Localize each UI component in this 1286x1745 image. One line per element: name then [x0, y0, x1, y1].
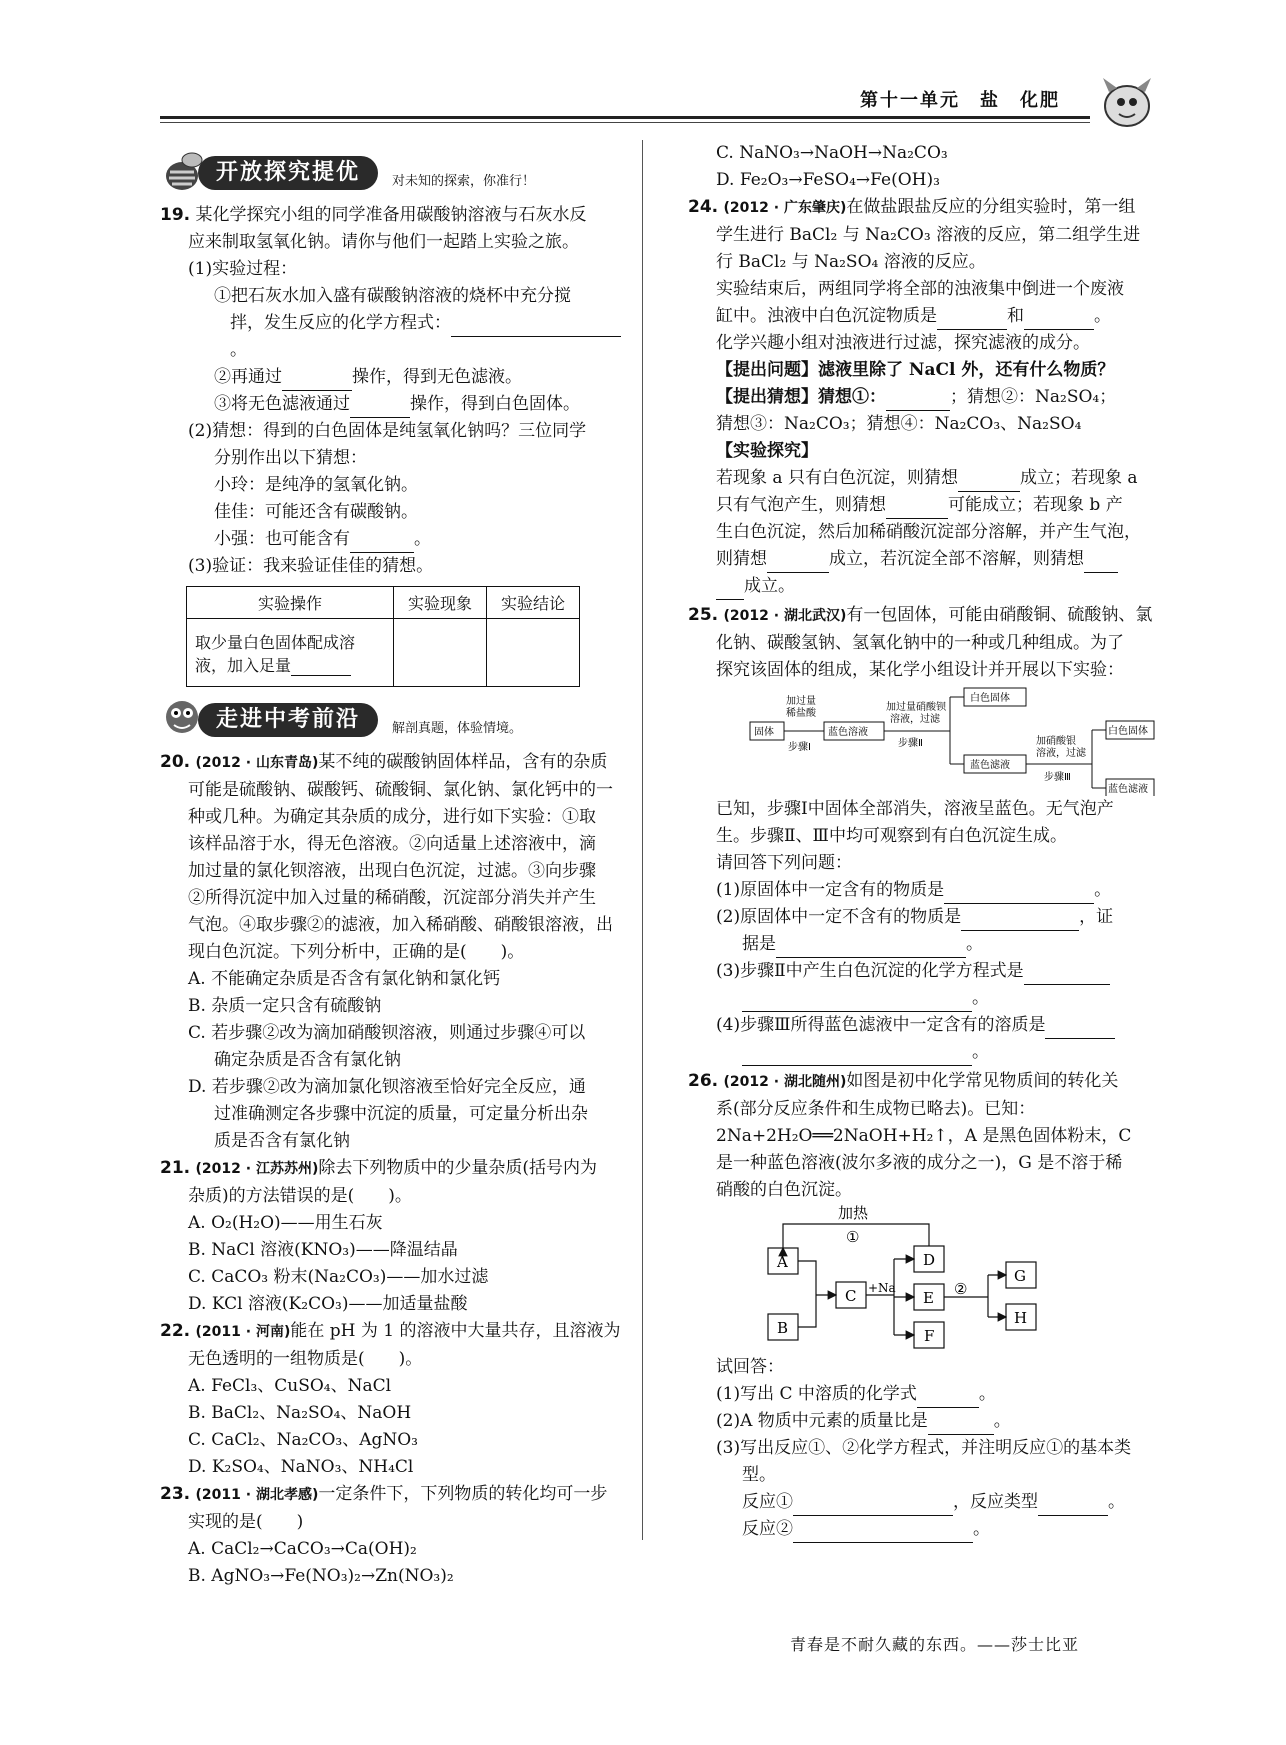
step-3-text: ③将无色滤液通过 [214, 394, 350, 414]
question-source: (2011 · 河南) [195, 1324, 291, 1340]
option-c[interactable]: C. 若步骤②改为滴加硝酸钡溶液，则通过步骤④可以 [188, 1023, 586, 1043]
flow-step-1: 步骤Ⅰ [788, 742, 811, 753]
option-d-cont: 过准确测定各步骤中沉淀的质量，可定量分析出杂 [214, 1104, 588, 1124]
flow-blue-filtrate-1: 蓝色滤液 [970, 760, 1010, 771]
sub-question-3: (3)步骤Ⅱ中产生白色沉淀的化学方程式是 [716, 961, 1024, 981]
sub-question-2: (2)原固体中一定不含有的物质是 [716, 907, 962, 927]
flow-reagent-2: 加过量硝酸钡 [886, 702, 946, 713]
period: 。 [1108, 1492, 1125, 1512]
stem-text: 杂质)的方法错误的是( )。 [188, 1186, 412, 1206]
table-cell[interactable] [394, 619, 487, 687]
section-banner-exam-frontier [160, 693, 630, 745]
label-reaction-1: ① [846, 1228, 860, 1246]
question-number: 19. [160, 205, 191, 225]
node-d: D [923, 1251, 936, 1269]
mascot-icon [1095, 72, 1157, 134]
node-f: F [924, 1327, 935, 1345]
answer-blank[interactable] [793, 1497, 953, 1516]
node-c: C [845, 1287, 857, 1305]
right-column [688, 140, 1158, 1543]
table-cell [187, 619, 394, 687]
flow-white-solid-2: 白色固体 [1108, 726, 1148, 737]
unit-title: 第十一单元 盐 化肥 [860, 90, 1060, 111]
answer-blank[interactable] [1084, 554, 1118, 573]
node-b: B [777, 1319, 789, 1337]
footer-quote: 青春是不耐久藏的东西。——莎士比亚 [790, 1635, 1080, 1654]
question-25 [688, 602, 1158, 1066]
step-2-text: ②再通过 [214, 367, 282, 387]
stem-text: 生。步骤Ⅱ、Ⅲ中均可观察到有白色沉淀生成。 [716, 826, 1067, 846]
stem-text: 成立，若沉淀全部不溶解，则猜想 [829, 549, 1084, 569]
stem-text: 实现的是( ) [188, 1512, 304, 1532]
stem-text: 能在 pH 为 1 的溶液中大量共存，且溶液为 [290, 1321, 621, 1341]
stem-text: 气泡。④取步骤②的滤液，加入稀硝酸、硝酸银溶液，出 [188, 915, 613, 935]
table-header: 实验现象 [394, 587, 487, 619]
option-b[interactable]: B. NaCl 溶液(KNO₃)——降温结晶 [188, 1240, 458, 1260]
node-a: A [777, 1253, 788, 1271]
stem-text: 某不纯的碳酸钠固体样品，含有的杂质 [318, 752, 608, 772]
step-1-text: 拌，发生反应的化学方程式： [230, 313, 451, 333]
answer-blank[interactable] [958, 473, 1020, 492]
stem-text: 和 [1007, 306, 1024, 326]
banner-tagline: 解剖真题，体验情境。 [392, 721, 523, 736]
option-a[interactable]: A. CaCl₂→CaCO₃→Ca(OH)₂ [188, 1539, 417, 1559]
stem-text: 成立。 [744, 576, 795, 596]
stem-text: ②所得沉淀中加入过量的稀硝酸，沉淀部分消失并产生 [188, 888, 596, 908]
question-number: 25. [688, 605, 719, 625]
flow-reagent-3: 加硝酸银 [1036, 736, 1076, 747]
node-e: E [923, 1289, 934, 1307]
answer-blank[interactable] [350, 534, 414, 553]
period: 。 [1094, 306, 1111, 326]
label-plus-na: +Na [868, 1281, 896, 1295]
answer-blank[interactable] [1045, 1020, 1115, 1039]
flow-blue-solution: 蓝色溶液 [828, 727, 868, 738]
table-header: 实验操作 [187, 587, 394, 619]
sub-question-4: (4)步骤Ⅲ所得蓝色滤液中一定含有的溶质是 [716, 1015, 1046, 1035]
question-source: (2012 · 山东青岛) [195, 755, 319, 771]
period: 。 [993, 1411, 1011, 1431]
question-21 [160, 1155, 630, 1318]
label-reaction-2: ② [954, 1280, 968, 1298]
stem-text: 试回答： [716, 1357, 784, 1377]
stem-text: 若现象 a 只有白色沉淀，则猜想 [716, 468, 958, 488]
stem-text: 某化学探究小组的同学准备用碳酸钠溶液与石灰水反 [195, 205, 587, 225]
option-d[interactable]: D. Fe₂O₃→FeSO₄→Fe(OH)₃ [716, 170, 940, 190]
flow-reagent-2b: 溶液，过滤 [890, 714, 940, 725]
period: 。 [230, 340, 247, 360]
stem-text: 应来制取氢氧化钠。请你与他们一起踏上实验之旅。 [188, 232, 579, 252]
flow-step-2: 步骤Ⅱ [898, 738, 923, 749]
question-26 [688, 1068, 1158, 1543]
stem-text: 【实验探究】 [716, 441, 818, 461]
question-24 [688, 194, 1158, 600]
stem-text: 是一种蓝色溶液(波尔多液的成分之一)，G 是不溶于稀 [716, 1153, 1123, 1173]
option-b[interactable]: B. BaCl₂、Na₂SO₄、NaOH [188, 1403, 412, 1423]
flow-white-solid-1: 白色固体 [970, 693, 1010, 704]
stem-text: 系(部分反应条件和生成物已略去)。已知： [716, 1099, 1036, 1119]
conversion-diagram [688, 1204, 1158, 1354]
part-1-label: (1)实验过程： [188, 259, 298, 279]
answer-blank[interactable] [961, 912, 1079, 931]
answer-blank[interactable] [451, 318, 621, 337]
question-source: (2011 · 湖北孝感) [195, 1487, 319, 1503]
sub-question-2: (2)A 物质中元素的质量比是 [716, 1411, 928, 1431]
flow-reagent-3b: 溶液，过滤 [1036, 748, 1086, 759]
stem-text: 则猜想 [716, 549, 767, 569]
guess-text: 佳佳：可能还含有碳酸钠。 [214, 502, 418, 522]
cell-text: 取少量白色固体配成溶 [195, 632, 356, 652]
period: 。 [978, 1384, 996, 1404]
reaction-type-label: ，反应类型 [953, 1492, 1038, 1512]
answer-blank[interactable] [1038, 1497, 1108, 1516]
stem-text: 学生进行 BaCl₂ 与 Na₂CO₃ 溶液的反应，第二组学生进 [716, 225, 1141, 245]
answer-blank[interactable] [716, 581, 744, 600]
option-c[interactable]: C. CaCO₃ 粉末(Na₂CO₃)——加水过滤 [188, 1267, 489, 1287]
stem-text: 缸中。浊液中白色沉淀物质是 [716, 306, 937, 326]
header-rule [160, 116, 1090, 119]
table-cell[interactable] [487, 619, 580, 687]
answer-blank[interactable] [1024, 311, 1094, 330]
question-number: 26. [688, 1071, 719, 1091]
stem-text: 该样品溶于水，得无色溶液。②向适量上述溶液中，滴 [188, 834, 596, 854]
reaction-2-label: 反应② [742, 1519, 793, 1539]
answer-blank[interactable] [944, 885, 1094, 904]
stem-text: 据是 [742, 934, 776, 954]
answer-blank[interactable] [291, 657, 351, 676]
stem-text: 硝酸的白色沉淀。 [716, 1180, 852, 1200]
stem-text: 现白色沉淀。下列分析中，正确的是( )。 [188, 942, 525, 962]
sub-question-3: (3)写出反应①、②化学方程式，并注明反应①的基本类 [716, 1438, 1132, 1458]
left-column [160, 140, 630, 1590]
table-header: 实验结论 [487, 587, 580, 619]
stem-text: 化钠、碳酸氢钠、氢氧化钠中的一种或几种组成。为了 [716, 633, 1124, 653]
flow-blue-filtrate-2: 蓝色滤液 [1108, 784, 1148, 795]
stem-text: 加过量的氯化钡溶液，出现白色沉淀，过滤。③向步骤 [188, 861, 596, 881]
stem-text: 一定条件下，下列物质的转化均可一步 [318, 1484, 608, 1504]
stem-text: 生白色沉淀，然后加稀硝酸沉淀部分溶解，并产生气泡， [716, 522, 1141, 542]
option-b[interactable]: B. AgNO₃→Fe(NO₃)₂→Zn(NO₃)₂ [188, 1566, 454, 1586]
option-b[interactable]: B. 杂质一定只含有硫酸钠 [188, 996, 382, 1016]
question-source: (2012 · 湖北武汉) [723, 608, 847, 624]
part-2-text: 分别作出以下猜想： [214, 448, 367, 468]
period: 。 [973, 1519, 990, 1539]
stem-text: ；猜想②：Na₂SO₄； [950, 387, 1117, 407]
stem-text: 型。 [742, 1465, 776, 1485]
header-rule-thin [160, 122, 1090, 123]
stem-text: ，证 [1079, 907, 1114, 927]
answer-blank[interactable] [776, 939, 966, 958]
node-h: H [1014, 1309, 1028, 1327]
question-number: 24. [688, 197, 719, 217]
question-number: 22. [160, 1321, 191, 1341]
period: 。 [1094, 880, 1112, 900]
question-number: 21. [160, 1158, 191, 1178]
banner-title: 走进中考前沿 [198, 703, 378, 737]
option-a[interactable]: A. O₂(H₂O)——用生石灰 [188, 1213, 383, 1233]
answer-blank[interactable] [886, 392, 950, 411]
cell-text: 液，加入足量 [195, 655, 292, 675]
question-source: (2012 · 广东肇庆) [723, 200, 847, 216]
option-d[interactable]: D. KCl 溶液(K₂CO₃)——加适量盐酸 [188, 1294, 468, 1314]
flow-solid: 固体 [754, 727, 774, 738]
option-d[interactable]: D. 若步骤②改为滴加氯化钡溶液至恰好完全反应，通 [188, 1077, 586, 1097]
column-divider [642, 140, 643, 1540]
option-d-cont: 质是否含有氯化钠 [214, 1131, 350, 1151]
sub-question-1: (1)写出 C 中溶质的化学式 [716, 1384, 917, 1404]
flow-reagent-1b: 稀盐酸 [786, 708, 816, 719]
question-number: 20. [160, 752, 191, 772]
option-a[interactable]: A. 不能确定杂质是否含有氯化钠和氯化钙 [188, 969, 501, 989]
stem-text: 在做盐跟盐反应的分组实验时，第一组 [846, 197, 1136, 217]
question-number: 23. [160, 1484, 191, 1504]
sub-question-1: (1)原固体中一定含有的物质是 [716, 880, 945, 900]
question-22 [160, 1318, 630, 1481]
answer-blank[interactable] [742, 993, 972, 1012]
flow-reagent-1: 加过量 [786, 696, 816, 707]
stem-text: 可能是硫酸钠、碳酸钙、硫酸铜、氯化钠、氯化钙中的一 [188, 780, 613, 800]
period: 。 [966, 934, 983, 954]
stem-text: 如图是初中化学常见物质间的转化关 [846, 1071, 1119, 1091]
stem-text: 【提出问题】滤液里除了 NaCl 外，还有什么物质？ [716, 360, 1115, 380]
step-3-text: 操作，得到白色固体。 [410, 394, 580, 414]
answer-blank[interactable] [742, 1047, 972, 1066]
part-3-label: (3)验证：我来验证佳佳的猜想。 [188, 556, 434, 576]
option-c[interactable]: C. CaCl₂、Na₂CO₃、AgNO₃ [188, 1430, 418, 1450]
period: 。 [972, 988, 989, 1008]
stem-text: 已知，步骤Ⅰ中固体全部消失，溶液呈蓝色。无气泡产 [716, 799, 1114, 819]
stem-text: 有一包固体，可能由硝酸铜、硫酸钠、氯 [846, 605, 1153, 625]
answer-blank[interactable] [793, 1524, 973, 1543]
stem-text: 种或几种。为确定其杂质的成分，进行如下实验：①取 [188, 807, 596, 827]
stem-text: 成立；若现象 a [1019, 468, 1138, 488]
question-19 [160, 202, 630, 687]
answer-blank[interactable] [928, 1416, 994, 1435]
answer-blank[interactable] [1024, 966, 1110, 985]
page-header [160, 84, 1160, 120]
guess-text: 小强：也可能含有 [214, 529, 350, 549]
step-2-text: 操作，得到无色滤液。 [352, 367, 522, 387]
node-g: G [1014, 1267, 1026, 1285]
answer-blank[interactable] [937, 311, 1007, 330]
banner-title: 开放探究提优 [198, 156, 378, 190]
question-20 [160, 749, 630, 1155]
answer-blank[interactable] [917, 1389, 979, 1408]
option-c-cont: 确定杂质是否含有氯化钠 [214, 1050, 401, 1070]
stem-text: 探究该固体的组成，某化学小组设计并开展以下实验： [716, 660, 1124, 680]
stem-text: 实验结束后，两组同学将全部的浊液集中倒进一个废液 [716, 279, 1124, 299]
guess-text: 小玲：是纯净的氢氧化钠。 [214, 475, 418, 495]
period: 。 [972, 1042, 989, 1062]
stem-text: 化学兴趣小组对浊液进行过滤，探究滤液的成分。 [716, 333, 1090, 353]
answer-blank[interactable] [886, 500, 948, 519]
section-banner-open-inquiry [160, 146, 630, 198]
flow-step-3: 步骤Ⅲ [1044, 772, 1071, 783]
question-23-cont [688, 140, 1158, 194]
part-2-label: (2)猜想：得到的白色固体是纯氢氧化钠吗？三位同学 [188, 421, 587, 441]
banner-tagline: 对未知的探索，你准行！ [392, 174, 536, 189]
stem-text: 可能成立；若现象 b 产 [948, 495, 1123, 515]
answer-blank[interactable] [767, 554, 829, 573]
option-a[interactable]: A. FeCl₃、CuSO₄、NaCl [188, 1376, 392, 1396]
stem-text: 行 BaCl₂ 与 Na₂SO₄ 溶液的反应。 [716, 252, 986, 272]
experiment-table [186, 586, 580, 687]
stem-text: 【提出猜想】猜想①： [716, 387, 886, 407]
stem-text: 除去下列物质中的少量杂质(括号内为 [318, 1158, 597, 1178]
option-c[interactable]: C. NaNO₃→NaOH→Na₂CO₃ [716, 143, 948, 163]
step-1-text: ①把石灰水加入盛有碳酸钠溶液的烧杯中充分搅 [214, 286, 571, 306]
stem-text: 猜想③：Na₂CO₃；猜想④：Na₂CO₃、Na₂SO₄ [716, 414, 1082, 434]
stem-text: 只有气泡产生，则猜想 [716, 495, 886, 515]
question-23 [160, 1481, 630, 1590]
stem-text: 请回答下列问题： [716, 853, 852, 873]
period: 。 [414, 529, 431, 549]
stem-text: 无色透明的一组物质是( )。 [188, 1349, 423, 1369]
question-source: (2012 · 湖北随州) [723, 1074, 847, 1090]
option-d[interactable]: D. K₂SO₄、NaNO₃、NH₄Cl [188, 1457, 414, 1477]
reaction-1-label: 反应① [742, 1492, 793, 1512]
question-source: (2012 · 江苏苏州) [195, 1161, 319, 1177]
label-heat: 加热 [838, 1204, 869, 1222]
flowchart-figure [688, 684, 1158, 796]
answer-blank[interactable] [282, 372, 352, 391]
stem-text: 2Na+2H₂O══2NaOH+H₂↑，A 是黑色固体粉末，C [716, 1126, 1132, 1146]
answer-blank[interactable] [350, 399, 410, 418]
